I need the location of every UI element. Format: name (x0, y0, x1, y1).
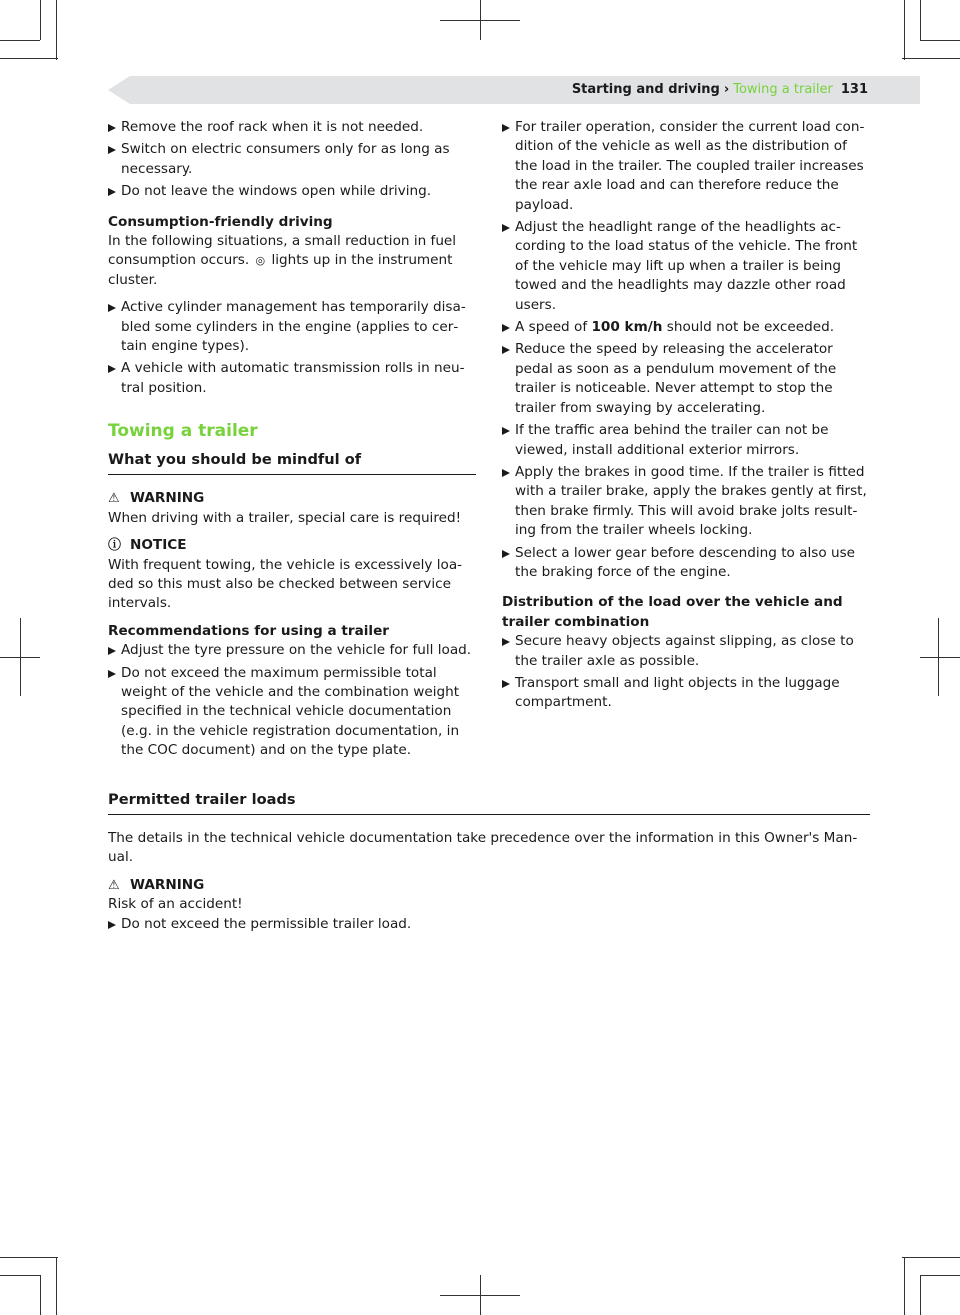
breadcrumb-chapter[interactable]: Starting and driving (571, 82, 720, 97)
warning-icon: ⚠ (108, 491, 120, 507)
crop-mark (920, 1275, 960, 1276)
breadcrumb-separator: › (723, 82, 730, 97)
list-item: Do not exceed the maximum permissible total weight of the vehicle and the combination weight specified in the technical vehicle documentation (e.g. in the vehicle registration documentation, in the COC document) and on the type plate. (108, 664, 476, 761)
crop-mark (902, 1257, 960, 1258)
warning-heading (108, 489, 476, 508)
crop-mark (904, 0, 905, 60)
crop-mark (56, 0, 57, 60)
crop-mark (0, 1257, 58, 1258)
permitted-title: Permitted trailer loads (108, 790, 870, 815)
notice-text: With frequent towing, the vehicle is excessively loaded so this must also be checked between service intervals. (108, 556, 463, 612)
list-item: Adjust the headlight range of the headlights according to the load status of the vehicle. The front of the vehicle may lift up when a trailer is being towed and the headlights may dazzle other road users. (502, 218, 870, 315)
list-item: Adjust the tyre pressure on the vehicle for full load. (108, 641, 476, 660)
distribution-list (502, 632, 870, 713)
left-column (108, 118, 476, 764)
warning-text: When driving with a trailer, special care is required! (108, 509, 462, 526)
permitted-list (108, 915, 870, 934)
list-item: Reduce the speed by releasing the accelerator pedal as soon as a pendulum movement of the trailer is noticeable. Never attempt to stop the trailer from swaying by accelerating. (502, 340, 870, 418)
right-column (502, 118, 870, 716)
warning-label: WARNING (130, 876, 205, 893)
notice-heading (108, 536, 476, 555)
list-item: Do not exceed the permissible trailer load. (108, 915, 870, 934)
eco-indicator-icon: ◎ (255, 254, 266, 268)
permitted-loads-section (108, 790, 870, 937)
list-item (502, 318, 870, 337)
crop-mark (920, 40, 960, 41)
list-item: Active cylinder management has temporarily disabled some cylinders in the engine (applies to certain engine types). (108, 298, 476, 356)
trailer-tips-list (502, 118, 870, 582)
crop-mark (480, 0, 481, 40)
consumption-list (108, 298, 476, 398)
warning-heading (108, 876, 870, 895)
crop-mark (0, 58, 58, 59)
warning-label: WARNING (130, 490, 205, 507)
crop-mark (480, 1275, 481, 1315)
section-title: Towing a trailer (108, 421, 258, 442)
crop-mark (920, 657, 960, 658)
consumption-text-b: lights up in the instrument cluster. (108, 252, 453, 288)
list-item: A vehicle with automatic transmission rolls in neutral position. (108, 359, 476, 398)
crop-mark (902, 58, 960, 59)
list-item: Apply the brakes in good time. If the trailer is fitted with a trailer brake, apply the brakes gently at first, then brake firmly. This will avoid brake jolts resulting from the trailer wheels locking. (502, 463, 870, 541)
crop-mark (920, 0, 921, 40)
recommendations-list (108, 641, 476, 760)
notice-label: NOTICE (130, 537, 187, 554)
warning-icon: ⚠ (108, 877, 120, 893)
list-item: Do not leave the windows open while driving. (108, 182, 476, 201)
recommendations-heading: Recommendations for using a trailer (108, 622, 389, 639)
speed-value: 100 km/h (591, 319, 663, 336)
list-item: If the traffic area behind the trailer can not be viewed, install additional exterior mirrors. (502, 421, 870, 460)
page-number: 131 (840, 82, 868, 97)
breadcrumb-section[interactable]: Towing a trailer (733, 82, 833, 97)
page-header (572, 81, 868, 99)
crop-mark (0, 40, 40, 41)
list-item: Secure heavy objects against slipping, as close to the trailer axle as possible. (502, 632, 870, 671)
subsection-title: What you should be mindful of (108, 450, 476, 475)
crop-mark (0, 657, 40, 658)
list-item: For trailer operation, consider the current load condition of the vehicle as well as the distribution of the load in the trailer. The coupled trailer increases the rear axle load and can therefore reduce the payload. (502, 118, 870, 215)
crop-mark (40, 1275, 41, 1315)
speed-suffix: should not be exceeded. (666, 319, 835, 336)
notice-icon: ⓘ (108, 538, 122, 554)
speed-prefix: A speed of (515, 319, 588, 336)
warning-text: Risk of an accident! (108, 896, 243, 913)
distribution-heading: Distribution of the load over the vehicle and trailer combination (502, 594, 843, 630)
permitted-text: The details in the technical vehicle documentation take precedence over the information in this Owner's Manual. (108, 830, 858, 866)
crop-mark (920, 1275, 921, 1315)
crop-mark (0, 1275, 40, 1276)
list-item: Select a lower gear before descending to also use the braking force of the engine. (502, 544, 870, 583)
list-item: Transport small and light objects in the luggage compartment. (502, 674, 870, 713)
crop-mark (904, 1257, 905, 1315)
tips-list (108, 118, 476, 202)
list-item: Switch on electric consumers only for as long as necessary. (108, 140, 476, 179)
consumption-text (108, 232, 476, 290)
consumption-text-a: In the following situations, a small reduction in fuel consumption occurs. (108, 233, 457, 269)
consumption-heading: Consumption-friendly driving (108, 213, 333, 230)
list-item: Remove the roof rack when it is not needed. (108, 118, 476, 137)
crop-mark (56, 1257, 57, 1315)
crop-mark (40, 0, 41, 40)
